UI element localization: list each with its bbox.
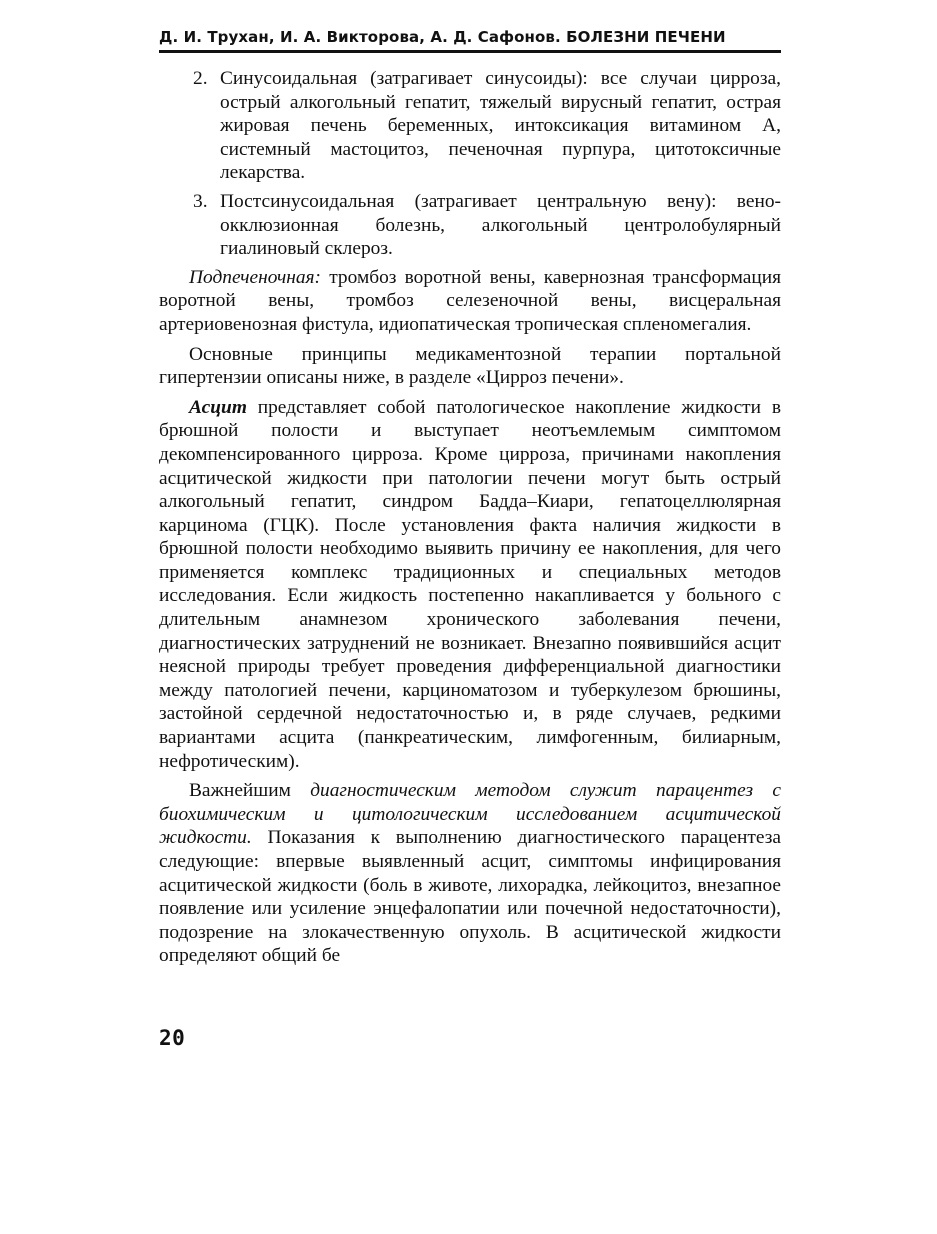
list-item [159, 67, 781, 185]
book-page [159, 24, 781, 974]
list-item [159, 190, 781, 261]
paragraph-subhepatic [159, 266, 781, 337]
running-head: Д. И. Трухан, И. А. Викторова, А. Д. Сафонов. БОЛЕЗНИ ПЕЧЕНИ [159, 28, 726, 46]
paragraph-principles [159, 343, 781, 390]
list-item-number: 2. [193, 68, 208, 89]
paragraph-lead-term: Подпеченочная: [189, 266, 322, 288]
paragraph-ascites [159, 396, 781, 774]
paragraph-emphasis: диагностическим методом служит парацентез с биохимическим и цитологическим исследованием асцитической жидкости. [159, 780, 781, 849]
paragraph-diagnostic [159, 779, 781, 968]
paragraph-text: Показания к выполнению диагностического парацентеза следующие: впервые выявленный асцит, симптомы инфицирования асцитической жидкости (боль в животе, лихорадка, лейкоцитоз, внезапное появление или усиление энцефалопатии или почечной недостаточности), подозрение на злокачественную опухоль. В асцитической жидкости определяют общий бе [159, 827, 781, 967]
paragraph-lead: Важнейшим [189, 780, 311, 802]
paragraph-text: представляет собой патологическое накопление жидкости в брюшной полости и выступает неотъемлемым симптомом декомпенсированного цирроза. Кроме цирроза, причинами накопления асцитической жидкости при патологии печени могут быть острый алкогольный гепатит, синдром Бадда–Киари, гепатоцеллюлярная карцинома (ГЦК). После установления факта наличия жидкости в брюшной полости необходимо выявить причину ее накопления, для чего применяется комплекс традиционных и специальных методов исследования. Если жидкость постепенно накапливается у больного с длительным анамнезом хронического заболевания печени, диагностических затруднений не возникает. Внезапно появившийся асцит неясной природы требует проведения дифференциальной диагностики между патологией печени, карциноматозом и туберкулезом брюшины, застойной сердечной недостаточностью и, в ряде случаев, редкими вариантами асцита (панкреатическим, лимфогенным, билиарным, нефротическим). [159, 396, 781, 772]
header-rule [159, 50, 781, 53]
list-item-text: Синусоидальная (затрагивает синусоиды): все случаи цирроза, острый алкогольный гепатит, тяжелый вирусный гепатит, острая жировая печень беременных, интоксикация витамином А, системный мастоцитоз, печеночная пурпура, цитотоксичные лекарства. [220, 68, 781, 184]
list-item-text: Постсинусоидальная (затрагивает центральную вену): вено-окклюзионная болезнь, алкогольный центролобулярный гиалиновый склероз. [220, 190, 781, 260]
paragraph-text: тромбоз воротной вены, кавернозная трансформация воротной вены, тромбоз селезеночной вены, висцеральная артериовенозная фистула, идиопатическая тропическая спленомегалия. [159, 266, 781, 335]
page-body [159, 67, 781, 968]
list-item-number: 3. [193, 190, 208, 212]
paragraph-text: Основные принципы медикаментозной терапии портальной гипертензии описаны ниже, в разделе «Цирроз печени». [159, 343, 781, 389]
page-number: 20 [159, 1026, 186, 1050]
paragraph-lead-term: Асцит [189, 396, 247, 418]
